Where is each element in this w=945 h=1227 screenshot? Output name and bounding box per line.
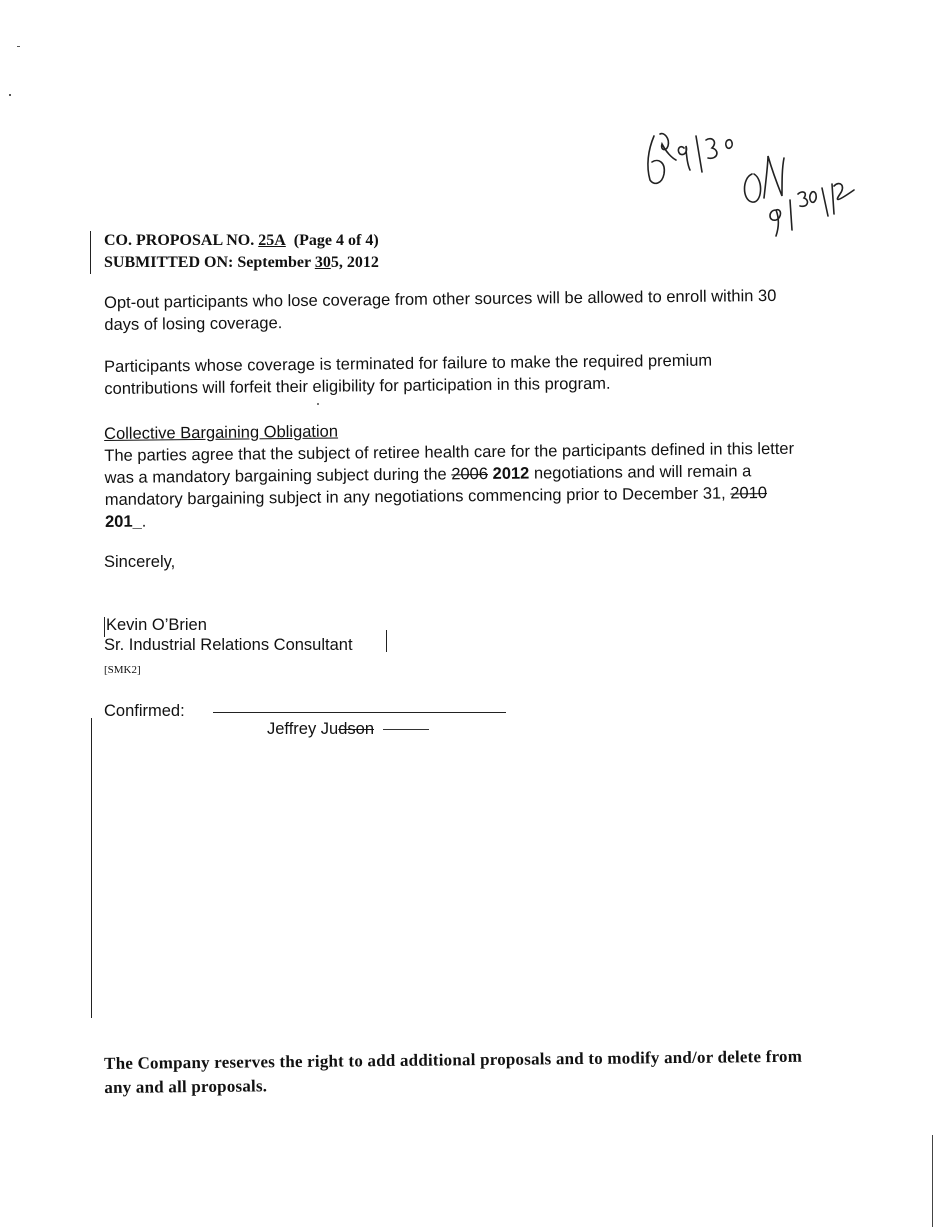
paragraph-opt-out: Opt-out participants who lose coverage from other sources will be allowed to enroll within 30 days of losing coverage.: [104, 286, 777, 334]
proposal-line: [104, 230, 379, 252]
submitted-prefix: SUBMITTED ON: September: [104, 254, 315, 271]
signature-line: [213, 712, 506, 713]
submitted-day-new: 5: [330, 254, 339, 271]
revision-bar-body: [91, 718, 92, 1018]
signer-title: Sr. Industrial Relations Consultant: [104, 636, 353, 654]
confirmer-struck: dson: [338, 720, 375, 738]
bargaining-text-b: negotiations and will remain a mandatory bargaining subject in any negotiations commencing prior to December 31,: [104, 462, 752, 509]
confirmer-name: [267, 719, 374, 740]
proposal-header: [104, 230, 379, 274]
paragraph-bargaining: [104, 416, 805, 533]
salutation: Sincerely,: [104, 553, 176, 571]
footer-reservation: The Company reserves the right to add additional proposals and to modify and/or delete from any and all proposals.: [104, 1046, 803, 1097]
inserted-year-2: 201_: [104, 512, 142, 531]
revision-bar-name: [104, 617, 105, 637]
submitted-day-old: 30: [314, 254, 331, 271]
submitted-line: [104, 252, 379, 274]
confirmed-label: Confirmed:: [104, 702, 185, 720]
page-edge-line: [932, 1135, 933, 1227]
struck-year-1: 2006: [451, 464, 489, 484]
document-tag: [SMK2]: [104, 664, 141, 676]
strike-dash: [383, 729, 429, 730]
handwritten-initials-on: [736, 150, 866, 240]
speck: [17, 46, 20, 47]
confirmer-first: Jeffrey Ju: [267, 720, 339, 738]
proposal-prefix: CO. PROPOSAL NO.: [104, 232, 259, 249]
paragraph-termination: Participants whose coverage is terminated for failure to make the required premium contributions will forfeit their eligibility for participation in this program.: [104, 351, 713, 398]
revision-bar-title: [386, 630, 387, 652]
inserted-year-1: 2012: [492, 464, 530, 483]
submitted-year: , 2012: [338, 254, 379, 271]
bargaining-text-a: The parties agree that the subject of retiree health care for the participants defined in this letter was a mandatory bargaining subject during the: [104, 439, 795, 487]
signer-name: Kevin O’Brien: [106, 616, 207, 634]
speck: [317, 403, 319, 405]
proposal-number: 25A: [258, 232, 286, 249]
page-info: (Page 4 of 4): [293, 232, 379, 249]
bargaining-text-c: .: [141, 512, 147, 531]
speck: [9, 94, 11, 96]
section-heading: Collective Bargaining Obligation: [104, 422, 339, 443]
struck-year-2: 2010: [730, 484, 768, 503]
handwritten-initials-jr: [640, 128, 750, 190]
revision-bar-header: [90, 231, 91, 274]
